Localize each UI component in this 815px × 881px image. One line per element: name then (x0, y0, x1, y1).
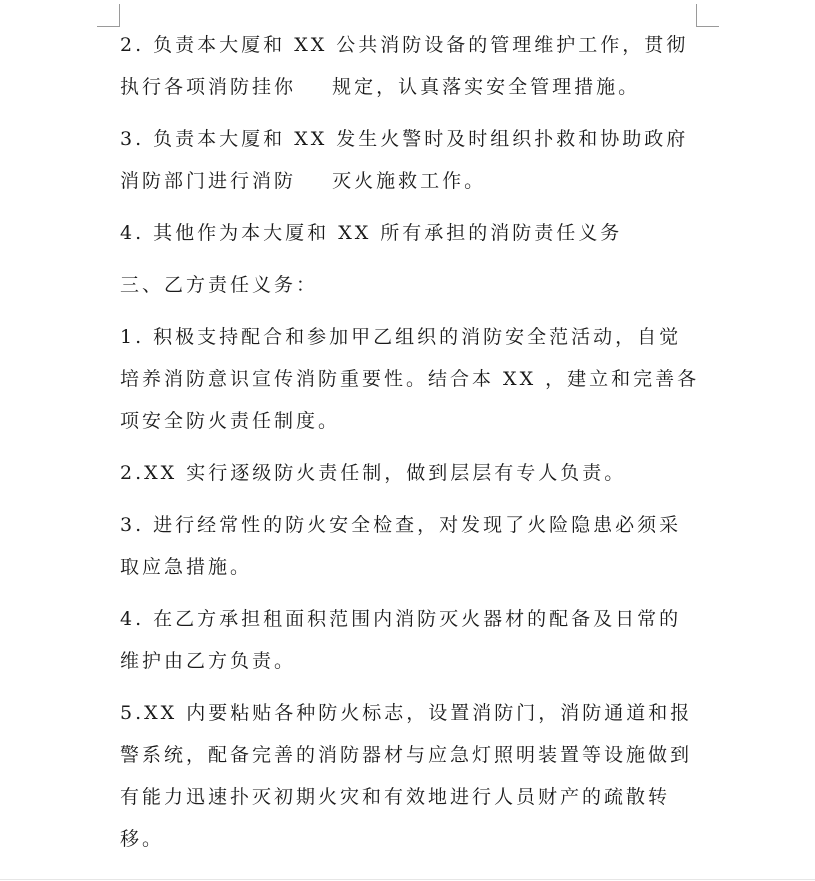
paragraph-party-b-item-4: 4. 在乙方承担租面积范围内消防灭火器材的配备及日常的维护由乙方负责。 (120, 608, 682, 672)
paragraph-party-b-item-1: 1. 积极支持配合和参加甲乙组织的消防安全范活动，自觉培养消防意识宣传消防重要性。结合本 XX ，建立和完善各项安全防火责任制度。 (120, 326, 700, 432)
paragraph-party-a-item-3: 3. 负责本大厦和 XX 发生火警时及时组织扑救和协助政府消防部门进行消防 灭火施救工作。 (120, 128, 689, 192)
paragraph-party-a-item-4: 4. 其他作为本大厦和 XX 所有承担的消防责任义务 (120, 222, 623, 244)
page-bottom-edge (0, 879, 815, 880)
margin-corner-mark-left (97, 4, 120, 27)
section-heading-party-b: 三、乙方责任义务： (120, 274, 319, 296)
paragraph-party-b-item-5: 5.XX 内要粘贴各种防火标志，设置消防门，消防通道和报警系统，配备完善的消防器材与应急灯照明装置等设施做到有能力迅速扑灭初期火灾和有效地进行人员财产的疏散转移。 (120, 702, 693, 850)
document-body[interactable] (120, 24, 700, 870)
paragraph-party-a-item-2: 2. 负责本大厦和 XX 公共消防设备的管理维护工作，贯彻执行各项消防挂你 规定，认真落实安全管理措施。 (120, 34, 689, 98)
paragraph-party-b-item-2: 2.XX 实行逐级防火责任制，做到层层有专人负责。 (120, 462, 627, 484)
paragraph-party-b-item-3: 3. 进行经常性的防火安全检查，对发现了火险隐患必须采取应急措施。 (120, 514, 682, 578)
